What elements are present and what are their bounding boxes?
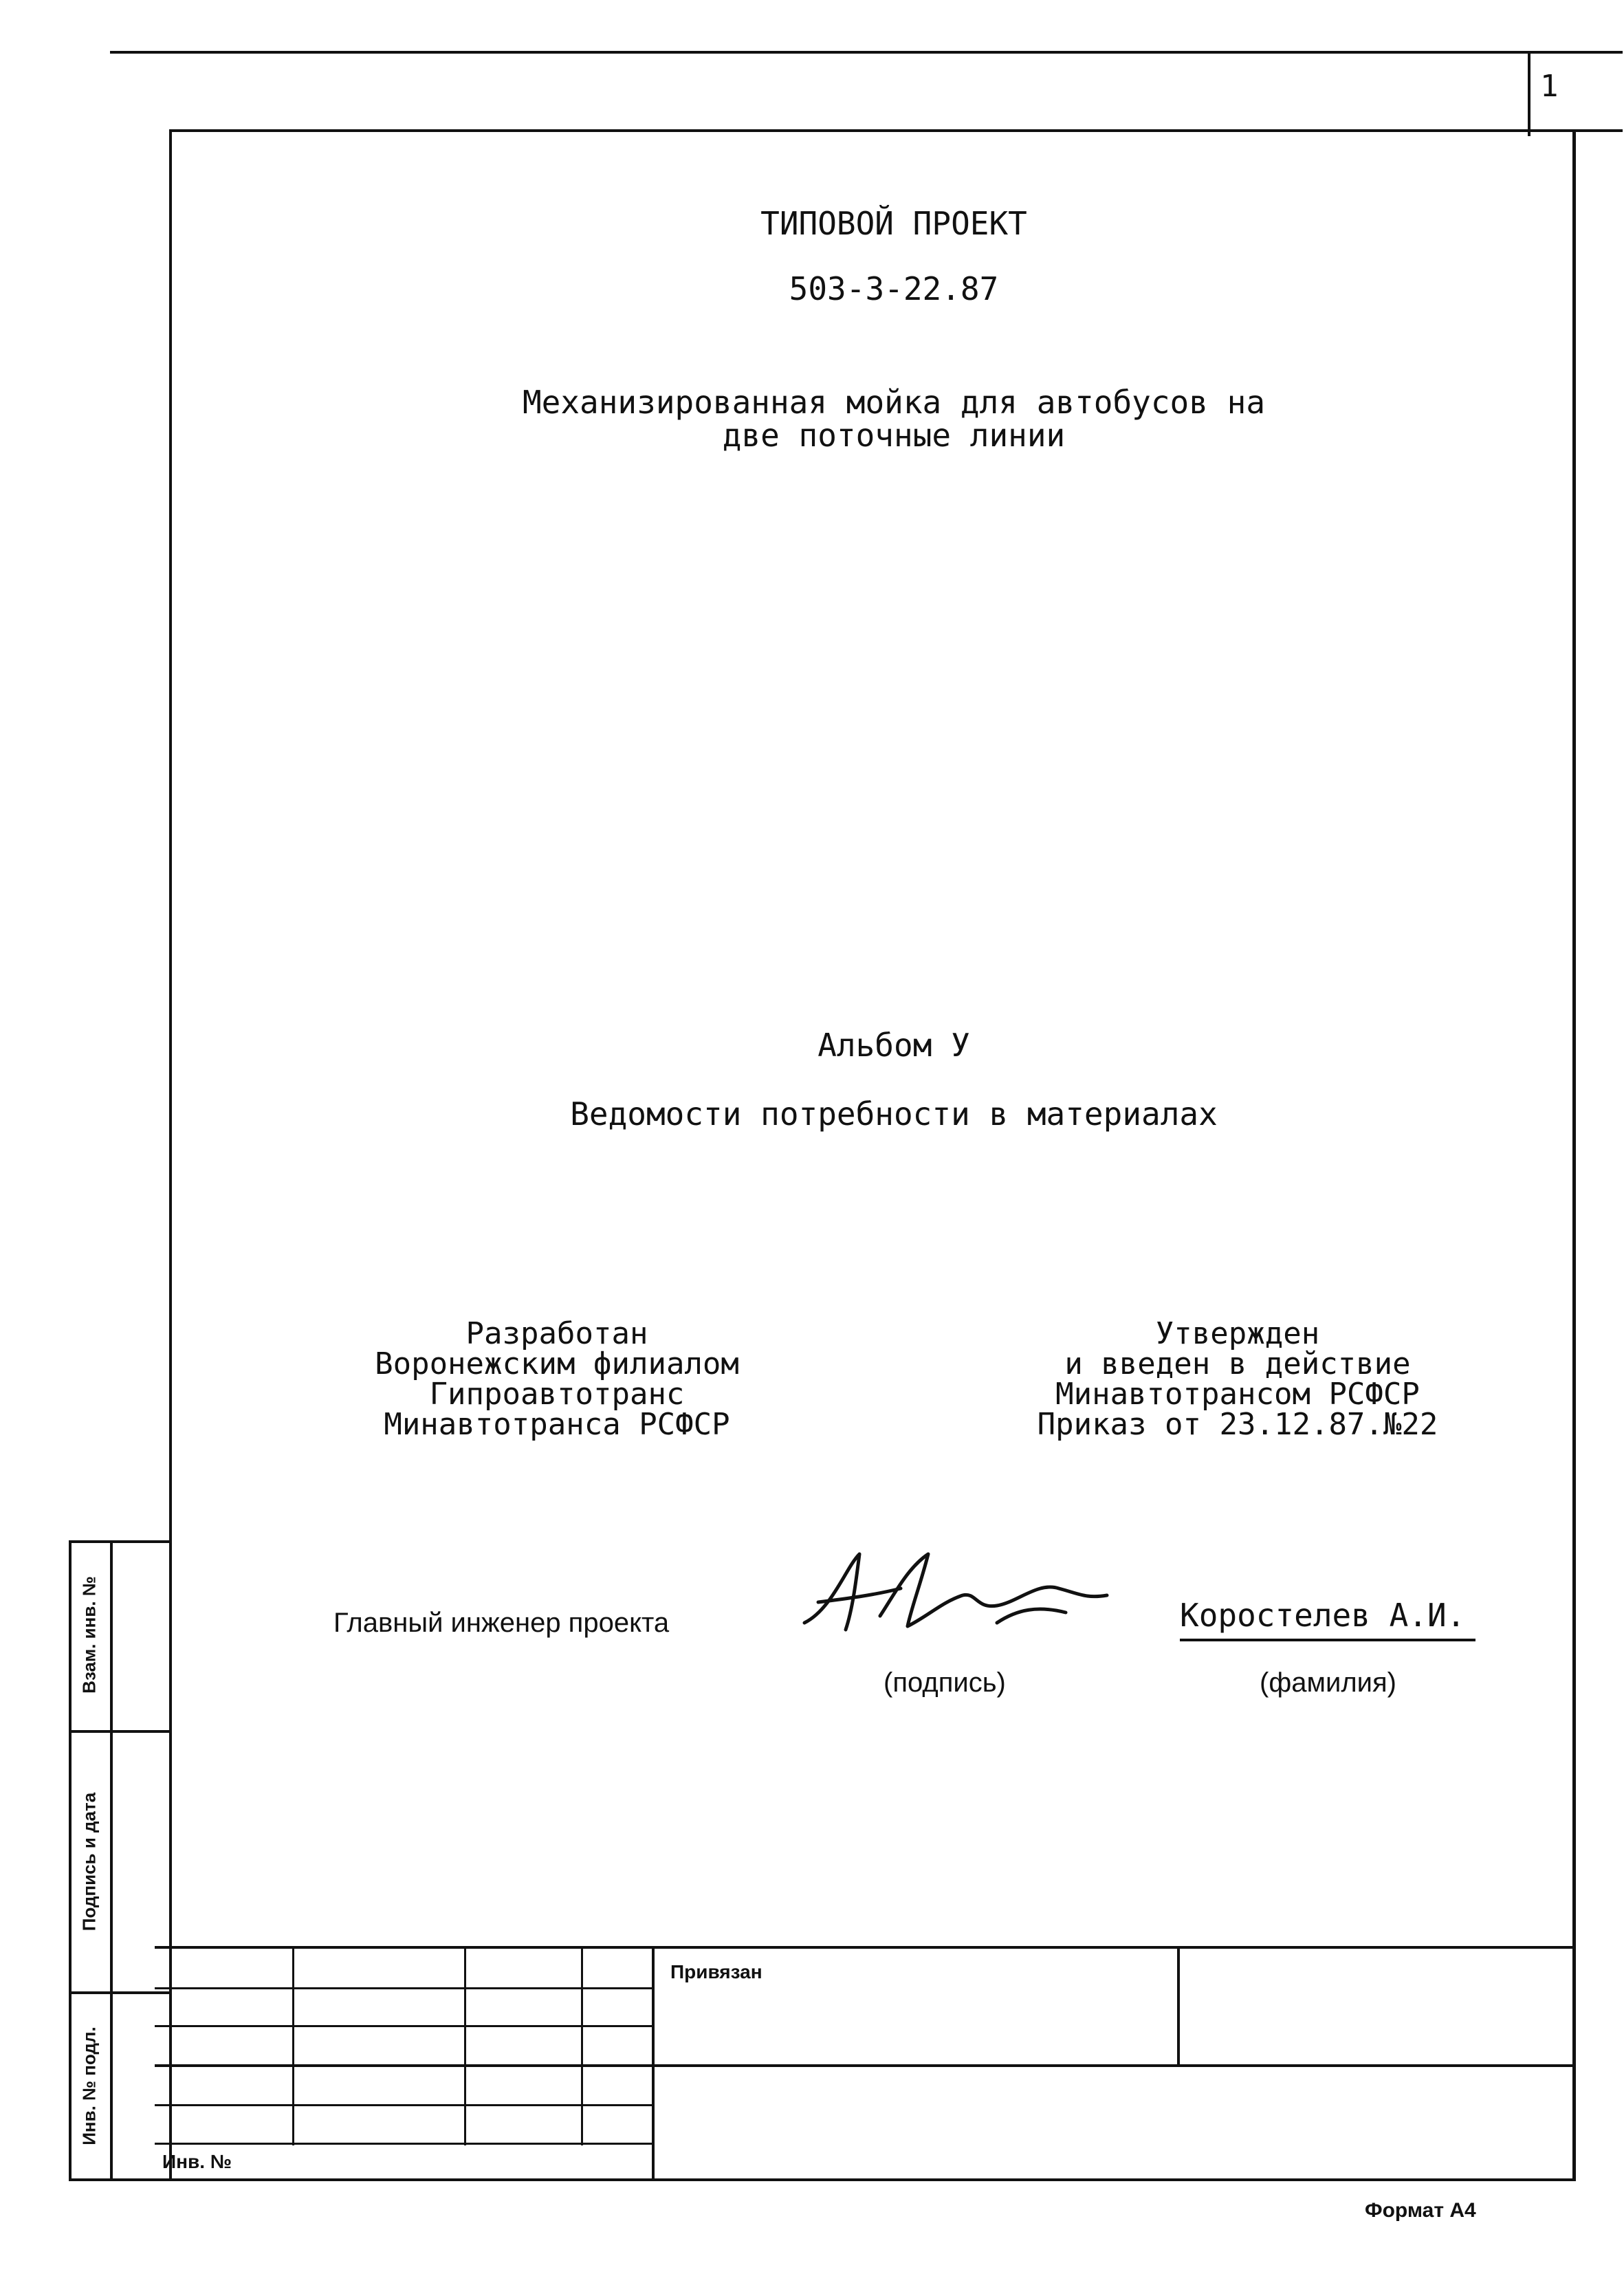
album-subtitle: Ведомости потребности в материалах <box>570 1095 1218 1133</box>
developed-line4: Минавтотранса РСФСР <box>384 1407 730 1442</box>
approved-line1: Утвержден <box>1155 1316 1320 1351</box>
title-block-col5 <box>1177 1946 1180 2066</box>
developed-line3: Гипроавтотранс <box>429 1377 685 1412</box>
project-name-line1: Механизированная мойка для автобусов на <box>522 384 1266 421</box>
title-block-row4 <box>155 2104 653 2106</box>
title-block-col4 <box>652 1946 655 2181</box>
title-block-col2 <box>464 1946 466 2145</box>
approved-line3: Минавтотрансом РСФСР <box>1055 1377 1420 1412</box>
project-code: 503-3-22.87 <box>789 270 999 307</box>
handwritten-signature <box>791 1540 1121 1657</box>
album-title: Альбом У <box>818 1027 970 1064</box>
title-block-row5 <box>155 2143 653 2145</box>
surname: Коростелев А.И. <box>1180 1597 1466 1634</box>
privyazan-label: Привязан <box>670 1961 762 1982</box>
title-block-col1 <box>292 1946 294 2145</box>
format-label: Формат А4 <box>1365 2199 1476 2222</box>
approved-block <box>1004 1316 1471 1442</box>
sheet-number: 1 <box>1540 69 1559 104</box>
side-stamp-inv-podl: Инв. № подл. <box>78 2026 100 2145</box>
title-block-top <box>155 1946 1576 1949</box>
developed-line1: Разработан <box>465 1316 648 1351</box>
inv-no-label: Инв. № <box>162 2151 232 2172</box>
title-block-row2 <box>155 2025 653 2027</box>
developed-block <box>303 1316 811 1442</box>
title-block-col3 <box>581 1946 583 2145</box>
doc-type-title: ТИПОВОЙ ПРОЕКТ <box>760 205 1027 242</box>
signature-caption: (подпись) <box>884 1668 1006 1698</box>
surname-underline <box>1180 1639 1475 1641</box>
side-stamp-podpis-data: Подпись и дата <box>78 1792 100 1932</box>
side-stamp-vzam-inv: Взам. инв. № <box>78 1576 100 1694</box>
chief-engineer-label: Главный инженер проекта <box>333 1608 670 1638</box>
surname-caption: (фамилия) <box>1260 1668 1396 1698</box>
side-stamp-divider <box>110 1540 113 2181</box>
approved-line4: Приказ от 23.12.87.№22 <box>1037 1407 1438 1442</box>
approved-line2: и введен в действие <box>1064 1346 1411 1381</box>
top-rule <box>110 51 1623 54</box>
project-name-line2: две поточные линии <box>722 417 1066 454</box>
developed-line2: Воронежским филиалом <box>375 1346 739 1381</box>
frame-top-extension <box>1573 129 1623 132</box>
title-block-row3 <box>155 2064 1576 2067</box>
sheet-number-box-left <box>1528 54 1530 136</box>
title-block-row1 <box>155 1987 653 1989</box>
